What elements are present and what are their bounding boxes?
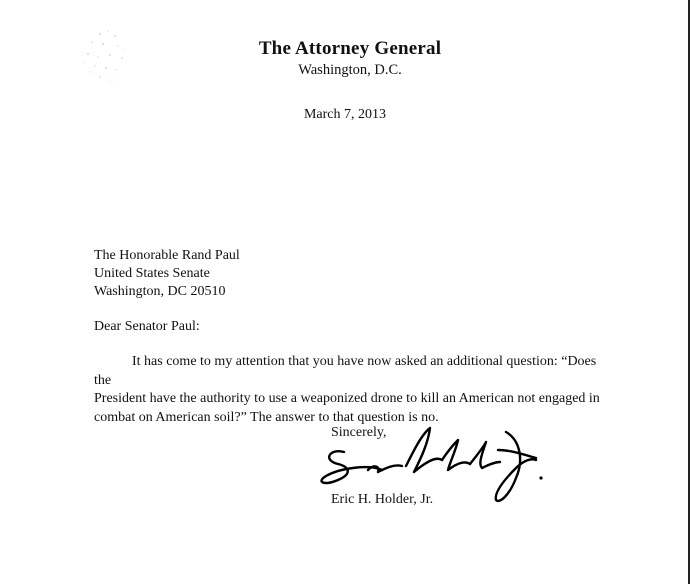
body-line: combat on American soil?” The answer to that question is no. [94, 409, 439, 425]
recipient-line: The Honorable Rand Paul [94, 248, 240, 263]
body-paragraph [94, 353, 614, 427]
recipient-address [94, 247, 240, 301]
signature-period [539, 476, 542, 479]
recipient-line: United States Senate [94, 266, 210, 281]
letterhead-location: Washington, D.C. [298, 62, 402, 78]
recipient-line: Washington, DC 20510 [94, 284, 226, 299]
salutation: Dear Senator Paul: [94, 319, 200, 334]
body-line: President have the authority to use a weaponized drone to kill an American not engaged in [94, 391, 600, 406]
body-line-text: It has come to my attention that you have now asked an additional question: “Does the [94, 354, 597, 388]
closing: Sincerely, [331, 425, 387, 440]
signer-name: Eric H. Holder, Jr. [331, 492, 434, 507]
body-line [94, 353, 614, 390]
letter-date: March 7, 2013 [303, 107, 387, 122]
letterhead-title: The Attorney General [258, 38, 442, 59]
